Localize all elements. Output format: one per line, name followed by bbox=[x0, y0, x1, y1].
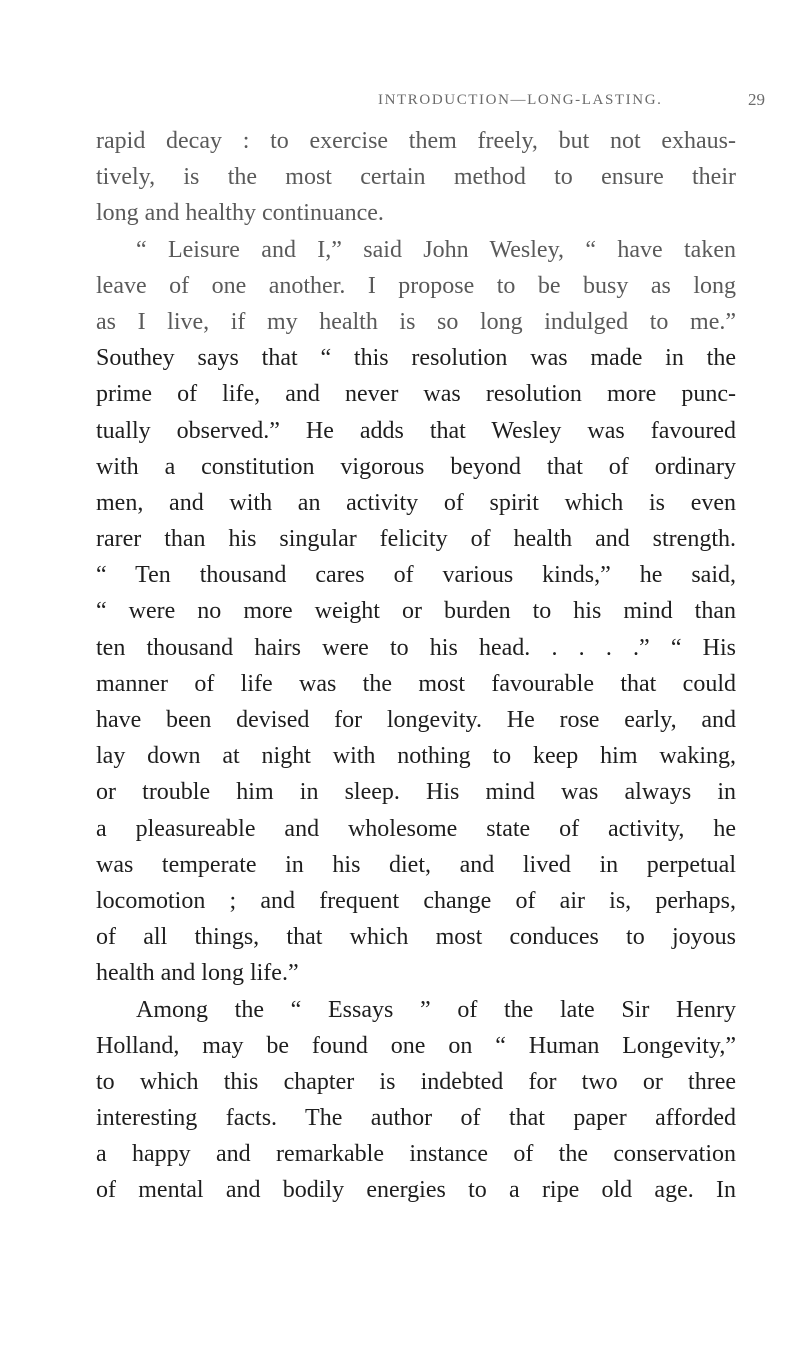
text-line: manner of life was the most favourable that could bbox=[96, 670, 736, 697]
text-line: health and long life.” bbox=[96, 960, 299, 987]
text-line: “ Leisure and I,” said John Wesley, “ have taken bbox=[136, 236, 736, 263]
text-line: have been devised for longevity. He rose early, and bbox=[96, 707, 736, 733]
text-line: a pleasureable and wholesome state of activity, he bbox=[96, 815, 736, 842]
text-line: interesting facts. The author of that paper afforded bbox=[96, 1105, 736, 1132]
text-line: with a constitution vigorous beyond that of ordinary bbox=[96, 453, 736, 480]
text-line: of all things, that which most conduces to joyous bbox=[96, 924, 736, 951]
text-line: Holland, may be found one on “ Human Longevity,” bbox=[96, 1032, 736, 1059]
text-line: Southey says that “ this resolution was made in the bbox=[96, 345, 736, 372]
text-line: or trouble him in sleep. His mind was always in bbox=[96, 779, 736, 806]
text-line: lay down at night with nothing to keep him waking, bbox=[96, 743, 736, 770]
running-head: INTRODUCTION—LONG-LASTING. bbox=[378, 92, 663, 108]
text-line: rapid decay : to exercise them freely, but not exhaus- bbox=[96, 128, 736, 154]
text-line: tually observed.” He adds that Wesley was favoured bbox=[96, 417, 736, 444]
text-line: “ were no more weight or burden to his mind than bbox=[96, 598, 736, 625]
text-line: prime of life, and never was resolution more punc- bbox=[96, 381, 736, 408]
text-line: a happy and remarkable instance of the conservation bbox=[96, 1141, 736, 1168]
text-line: rarer than his singular felicity of health and strength. bbox=[96, 526, 736, 553]
text-line: locomotion ; and frequent change of air is, perhaps, bbox=[96, 887, 736, 914]
text-line: as I live, if my health is so long indulged to me.” bbox=[96, 308, 736, 335]
text-line: to which this chapter is indebted for two or three bbox=[96, 1068, 736, 1095]
text-line: long and healthy continuance. bbox=[96, 200, 384, 227]
text-line: Among the “ Essays ” of the late Sir Henry bbox=[136, 996, 736, 1023]
body-text bbox=[96, 123, 736, 1209]
text-line: ten thousand hairs were to his head. . . . .” “ His bbox=[96, 634, 736, 661]
text-line: “ Ten thousand cares of various kinds,” he said, bbox=[96, 562, 736, 589]
text-line: was temperate in his diet, and lived in perpetual bbox=[96, 851, 736, 878]
text-line: leave of one another. I propose to be busy as long bbox=[96, 272, 736, 299]
page-number: 29 bbox=[748, 90, 765, 109]
text-line: tively, is the most certain method to ensure their bbox=[96, 164, 736, 191]
text-line: men, and with an activity of spirit which is even bbox=[96, 489, 736, 516]
text-line: of mental and bodily energies to a ripe old age. In bbox=[96, 1177, 736, 1204]
